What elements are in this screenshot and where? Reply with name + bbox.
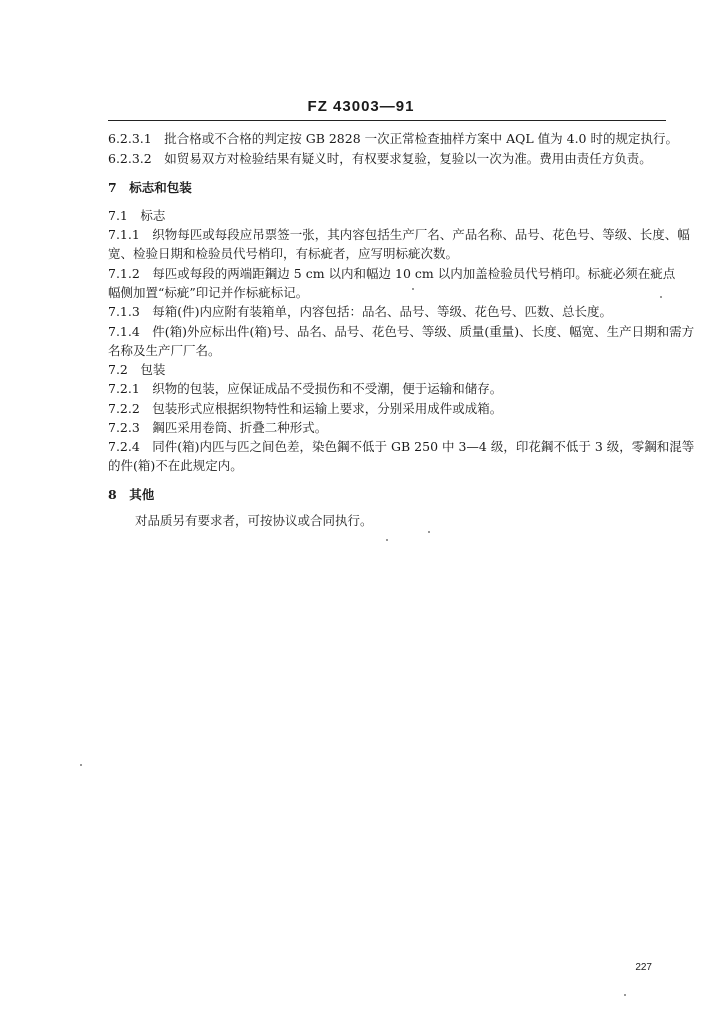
- section-7-heading: 7 标志和包装: [108, 180, 192, 195]
- page-number: 227: [635, 962, 652, 973]
- scan-speck: [428, 531, 430, 533]
- clause-6-2-3-2: 6.2.3.2 如贸易双方对检验结果有疑义时，有权要求复验，复验以一次为准。费用由责任方负责。: [108, 151, 652, 166]
- clause-7-1-3: 7.1.3 每箱(件)内应附有装箱单，内容包括：品名、品号、等级、花色号、匹数、总长度。: [108, 304, 613, 319]
- clause-6-2-3-1: 6.2.3.1 批合格或不合格的判定按 GB 2828 一次正常检查抽样方案中 AQL 值为 4.0 时的规定执行。: [108, 131, 678, 146]
- scan-speck: [412, 288, 414, 290]
- scan-speck: [80, 764, 82, 766]
- standard-header: FZ 43003—91: [307, 98, 415, 115]
- clause-7-2-2: 7.2.2 包装形式应根据织物特性和运输上要求，分别采用成件或成箱。: [108, 401, 503, 416]
- header-rule: [108, 120, 666, 121]
- scan-speck: [660, 296, 662, 298]
- clause-7-2-3: 7.2.3 鋼匹采用卷筒、折叠二种形式。: [108, 420, 328, 435]
- clause-7-1-2-cont: 幅侧加置“标疵”印记并作标疵标记。: [108, 285, 309, 300]
- scan-speck: [624, 994, 626, 996]
- scan-speck: [386, 539, 388, 541]
- clause-7-1-2: 7.1.2 每匹或每段的两端距鋼边 5 cm 以内和幅边 10 cm 以内加盖检验员代号梢印。标疵必须在疵点: [108, 266, 676, 281]
- clause-7-1-1: 7.1.1 织物每匹或每段应吊票签一张，其内容包括生产厂名、产品名称、品号、花色号、等级、长度、幅: [108, 227, 690, 242]
- section-7-1-heading: 7.1 标志: [108, 208, 166, 223]
- section-7-2-heading: 7.2 包装: [108, 362, 166, 377]
- clause-7-1-1-cont: 宽、检验日期和检验员代号梢印，有标疵者，应写明标疵次数。: [108, 246, 459, 261]
- clause-7-2-4: 7.2.4 同件(箱)内匹与匹之间色差，染色鋼不低于 GB 250 中 3—4 级，印花鋼不低于 3 级，零鋼和混等: [108, 439, 695, 454]
- clause-7-1-4-cont: 名称及生产厂厂名。: [108, 343, 221, 358]
- clause-7-1-4: 7.1.4 件(箱)外应标出件(箱)号、品名、品号、花色号、等级、质量(重量)、长度、幅宽、生产日期和需方: [108, 324, 695, 339]
- clause-7-2-1: 7.2.1 织物的包装，应保证成品不受损伤和不受潮，便于运输和储存。: [108, 381, 503, 396]
- section-8-body: 对品质另有要求者，可按协议或合同执行。: [135, 513, 373, 528]
- section-8-heading: 8 其他: [108, 487, 155, 502]
- clause-7-2-4-cont: 的件(箱)不在此规定内。: [108, 458, 243, 473]
